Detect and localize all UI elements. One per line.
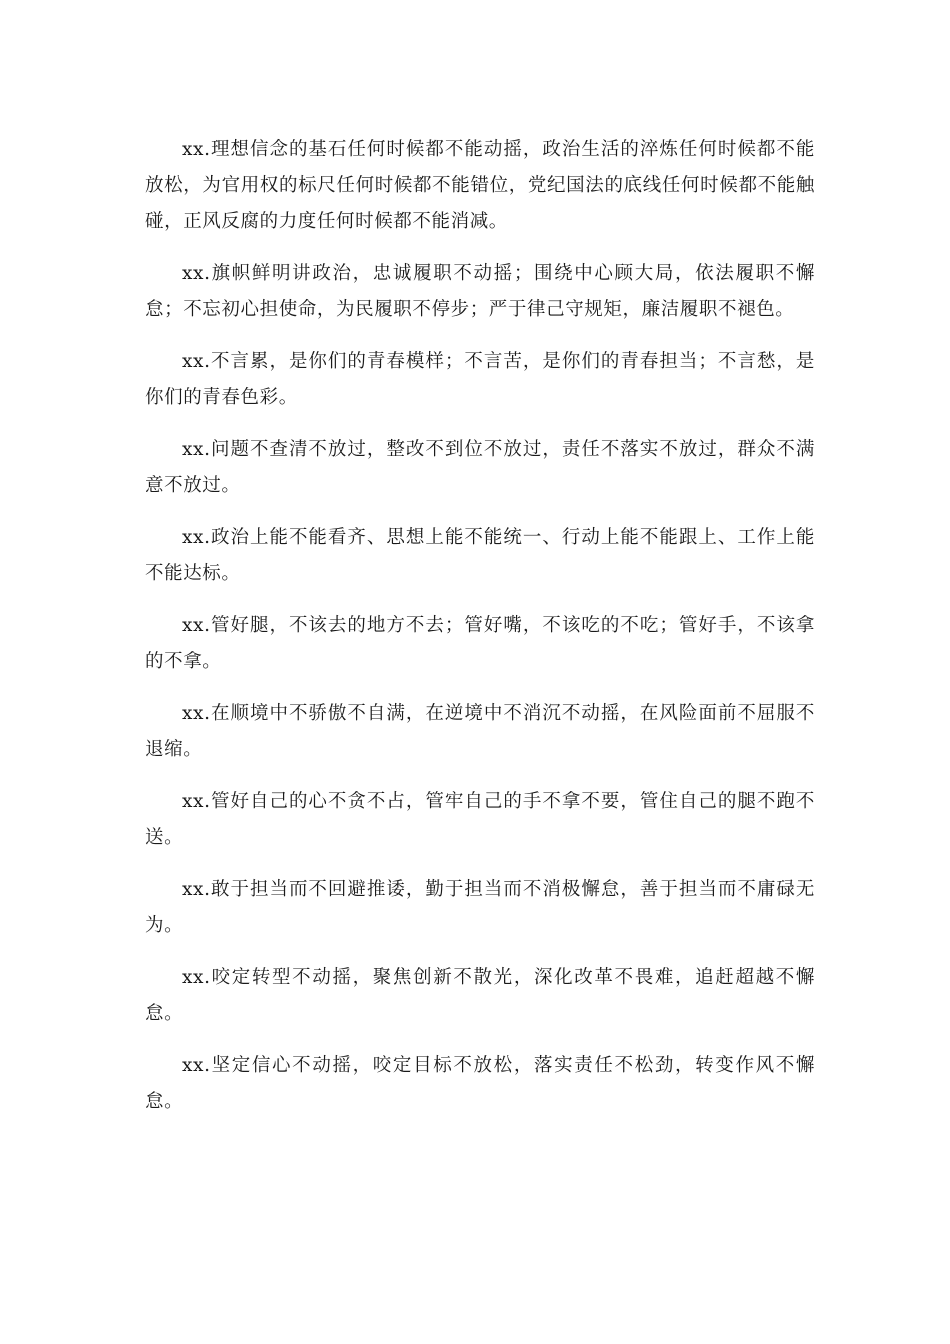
paragraph-10: xx.咬定转型不动摇，聚焦创新不散光，深化改革不畏难，追赶超越不懈怠。: [145, 967, 815, 1024]
paragraph-8: xx.管好自己的心不贪不占，管牢自己的手不拿不要，管住自己的腿不跑不送。: [145, 791, 815, 848]
paragraph-9: xx.敢于担当而不回避推诿，勤于担当而不消极懈怠，善于担当而不庸碌无为。: [145, 879, 815, 936]
paragraph-11: xx.坚定信心不动摇，咬定目标不放松，落实责任不松劲，转变作风不懈怠。: [145, 1055, 815, 1112]
paragraph-7: xx.在顺境中不骄傲不自满，在逆境中不消沉不动摇，在风险面前不屈服不退缩。: [145, 703, 815, 760]
paragraph-5: xx.政治上能不能看齐、思想上能不能统一、行动上能不能跟上、工作上能不能达标。: [145, 527, 815, 584]
paragraph-1: xx.理想信念的基石任何时候都不能动摇，政治生活的淬炼任何时候都不能放松，为官用权的标尺任何时候都不能错位，党纪国法的底线任何时候都不能触碰，正风反腐的力度任何时候都不能消减。: [145, 139, 815, 232]
paragraph-2: xx.旗帜鲜明讲政治，忠诚履职不动摇；围绕中心顾大局，依法履职不懈怠；不忘初心担使命，为民履职不停步；严于律己守规矩，廉洁履职不褪色。: [145, 263, 815, 320]
paragraph-3: xx.不言累，是你们的青春模样；不言苦，是你们的青春担当；不言愁，是你们的青春色彩。: [145, 351, 815, 408]
document-body: [145, 132, 815, 1136]
paragraph-4: xx.问题不查清不放过，整改不到位不放过，责任不落实不放过，群众不满意不放过。: [145, 439, 815, 496]
paragraph-6: xx.管好腿，不该去的地方不去；管好嘴，不该吃的不吃；管好手，不该拿的不拿。: [145, 615, 815, 672]
